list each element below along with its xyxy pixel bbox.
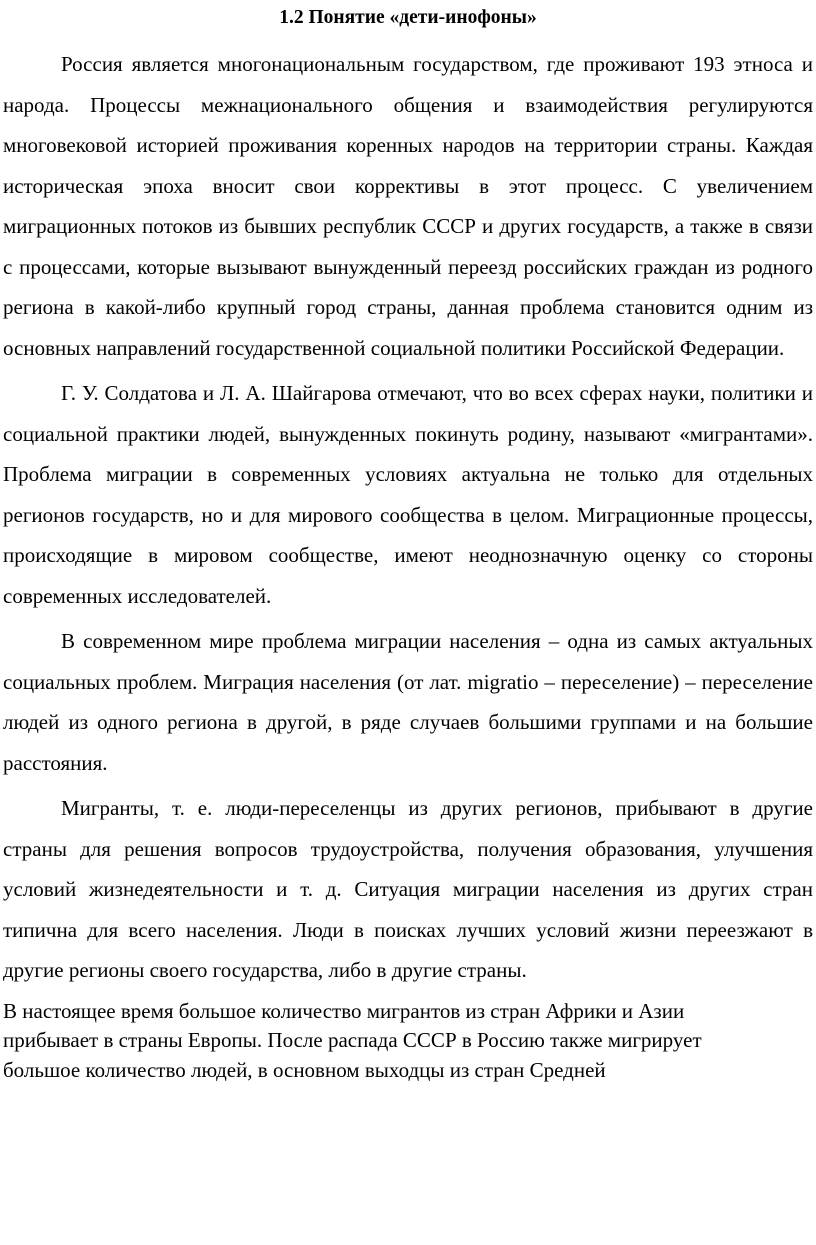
text-line: прибывает в страны Европы. После распада СССР в Россию также мигрирует <box>3 1028 702 1052</box>
paragraph-africa-asia-migration <box>3 997 813 1086</box>
paragraph-russia-multinational: Россия является многонациональным государством, где проживают 193 этноса и народа. Процессы межнационального общения и взаимодействия регулируются многовековой историей проживания коренных народов на территории страны. Каждая историческая эпоха вносит свои коррективы в этот процесс. С увеличением миграционных потоков из бывших республик СССР и других государств, а также в связи с процессами, которые вызывают вынужденный переезд российских граждан из родного региона в какой-либо крупный город страны, данная проблема становится одним из основных направлений государственной социальной политики Российской Федерации. <box>3 52 813 360</box>
section-title: 1.2 Понятие «дети-инофоны» <box>279 7 537 28</box>
text-line: В настоящее время большое количество мигрантов из стран Африки и Азии <box>3 998 685 1023</box>
paragraph-migrants: Мигранты, т. е. люди-переселенцы из других регионов, прибывают в другие страны для решения вопросов трудоустройства, получения образования, улучшения условий жизнедеятельности и т. д. Ситуация миграции населения из других стран типична для всего населения. Люди в поисках лучших условий жизни переезжают в другие регионы своего государства, либо в другие страны. <box>3 796 813 982</box>
text-line: большое количество людей, в основном выходцы из стран Средней <box>3 1057 606 1082</box>
paragraph-migration-problem: В современном мире проблема миграции населения – одна из самых актуальных социальных проблем. Миграция населения (от лат. migratio – переселение) – переселение людей из одного региона в другой, в ряде случаев большими группами и на большие расстояния. <box>3 629 813 775</box>
paragraph-soldatova-shaygarova: Г. У. Солдатова и Л. А. Шайгарова отмечают, что во всех сферах науки, политики и социальной практики людей, вынужденных покинуть родину, называют «мигрантами». Проблема миграции в современных условиях актуальна не только для отдельных регионов государств, но и для мирового сообщества в целом. Миграционные процессы, происходящие в мировом сообществе, имеют неоднозначную оценку со стороны современных исследователей. <box>3 381 813 608</box>
